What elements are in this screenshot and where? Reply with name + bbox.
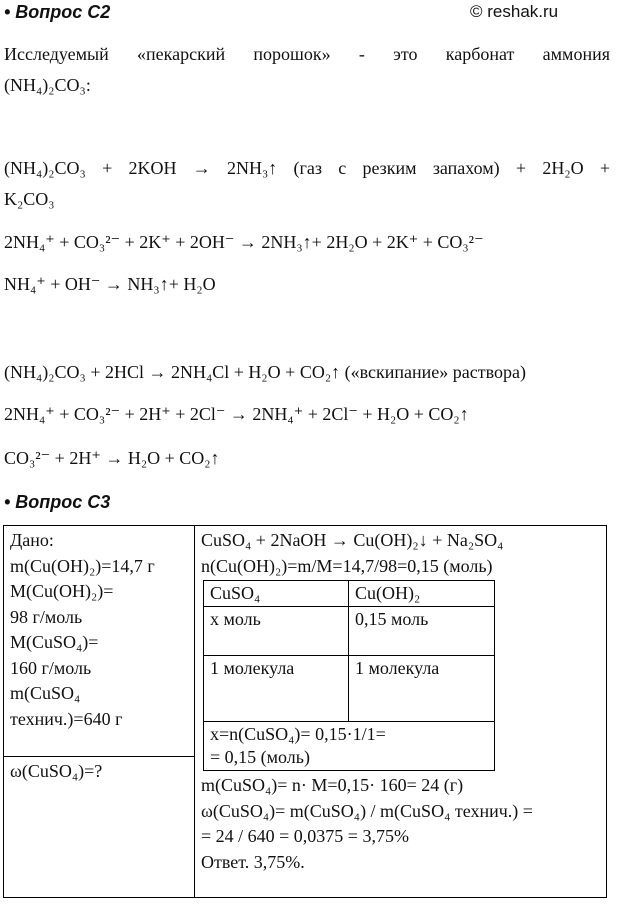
c2-equation-2: 2NH₄⁺ + CO₃²⁻ + 2K⁺ + 2OH⁻ → 2NH₃↑+ 2H₂O + 2K⁺ + CO₃²⁻: [4, 232, 484, 252]
c2-equation-3: NH₄⁺ + OH⁻ → NH₃↑+ H₂O: [4, 274, 216, 294]
given-line: m(Cu(OH)₂)=14,7 г: [10, 555, 155, 576]
c2-equation-6: CO₃²⁻ + 2H⁺ → H₂O + CO₂↑: [4, 448, 220, 468]
proportion-header: Cu(OH)₂: [349, 581, 495, 607]
section-title-c2: • Вопрос С2: [4, 2, 111, 22]
given-line: Дано:: [10, 530, 54, 550]
given-line: технич.)=640 г: [10, 708, 123, 729]
solution-result: = 24 / 640 = 0,0375 = 3,75%: [201, 826, 409, 846]
proportion-cell: 1 молекула: [204, 656, 349, 722]
solution-moles: n(Cu(OH)₂)=m/M=14,7/98=0,15 (моль): [201, 555, 493, 576]
c2-intro-line2: (NH₄)₂CO₃:: [4, 75, 91, 95]
c2-equation-1b: K₂CO₃: [4, 189, 55, 209]
solution-equation: CuSO₄ + 2NaOH → Cu(OH)₂↓ + Na₂SO₄: [201, 530, 504, 550]
c2-intro-line1: Исследуемый «пекарский порошок» - это карбонат аммония: [4, 44, 610, 64]
given-line: 98 г/моль: [10, 606, 83, 627]
find-cell: [4, 757, 195, 898]
proportion-table: [203, 580, 495, 771]
calc-line: = 0,15 (моль): [210, 747, 310, 767]
solution-cell: [195, 526, 607, 898]
proportion-cell: x моль: [204, 607, 349, 656]
given-cell: [4, 526, 195, 757]
given-line: M(CuSO₄)=: [10, 632, 99, 652]
c2-equation-5: 2NH₄⁺ + CO₃²⁻ + 2H⁺ + 2Cl⁻ → 2NH₄⁺ + 2Cl⁻ + H₂O + CO₂↑: [4, 404, 469, 424]
find-value: ω(CuSO₄)=?: [10, 761, 103, 781]
proportion-cell: 1 молекула: [349, 656, 495, 722]
calc-line: x=n(CuSO₄)= 0,15·1/1=: [210, 724, 386, 744]
c3-solution-table: [3, 525, 607, 898]
proportion-cell: 0,15 моль: [349, 607, 495, 656]
section-title-c3: • Вопрос С3: [4, 492, 111, 512]
given-line: 160 г/моль: [10, 657, 92, 678]
solution-fraction: ω(CuSO₄)= m(CuSO₄) / m(CuSO₄ технич.) =: [201, 800, 533, 821]
site-watermark: © reshak.ru: [470, 2, 559, 21]
solution-mass: m(CuSO₄)= n· M=0,15· 160= 24 (г): [201, 775, 464, 795]
proportion-header: CuSO₄: [204, 581, 349, 607]
c2-equation-4: (NH₄)₂CO₃ + 2HCl → 2NH₄Cl + H₂O + CO₂↑ («вскипание» раствора): [4, 362, 526, 382]
given-line: m(CuSO₄: [10, 683, 81, 703]
solution-answer: Ответ. 3,75%.: [201, 851, 305, 872]
given-line: M(Cu(OH)₂)=: [10, 581, 114, 601]
proportion-calculation: [204, 722, 495, 771]
c2-equation-1a: (NH₄)₂CO₃ + 2KOH → 2NH₃↑ (газ с резким запахом) + 2H₂O +: [4, 158, 610, 178]
